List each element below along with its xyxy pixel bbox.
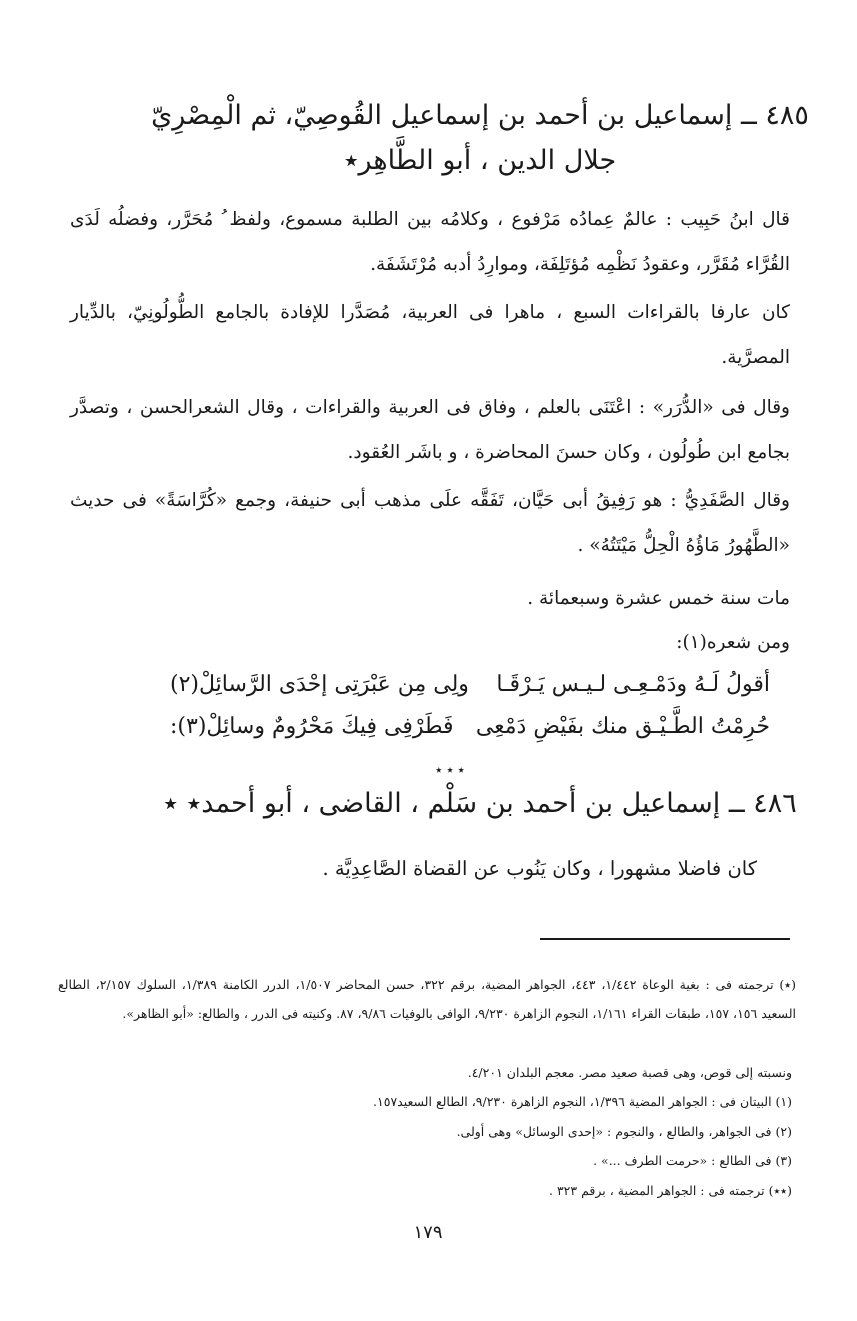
verse-2-first-half: حُرِمْتُ الطَّـيْـق منك بفَيْضِ دَمْعِى bbox=[475, 714, 770, 739]
entry-485-paragraph-4: وقال الصَّفَدِيُّ : هو رَفِيقُ أبى حَيَّان، تَفَقَّه علَى مذهب أبى حنيفة، وجمع «كُرَّاسَةً» فى حديث «الطَّهُورُ مَاؤُهُ الْحِلُّ مَيْتَتُهُ» . bbox=[70, 490, 790, 556]
footnote-1: (١) البيتان فى : الجواهر المضية ١/٣٩٦، النجوم الزاهرة ٩/٢٣٠، الطالع السعيد١٥٧. bbox=[373, 1094, 792, 1109]
entry-485-paragraph-1: قال ابنُ حَبِيب : عالمٌ عِمادُه مَرْفوع ، وكلامُه بين الطلبة مسموع، ولفظ ُ مُحَرَّر، وفضلُه لَدَى القُرَّاء مُقَرَّر، وعقودُ نَظْمِه مُؤتَلِفَة، وموارِدُ أدبه مُرْتَشَفَة. bbox=[70, 209, 790, 275]
footnote-sources-485: (٭) ترجمته فى : بغية الوعاة ١/٤٤٢، ٤٤٣، الجواهر المضية، برقم ٣٢٢، حسن المحاضر ١/٥٠٧، الدرر الكامنة ١/٣٨٩، السلوك ٢/١٥٧، الطالع السعيد ١٥٦، ١٥٧، طبقات القراء ١/١٦١، النجوم الزاهرة ٩/٢٣٠، الوافى بالوفيات ٩/٨٦، ٨٧. وكنيته فى الدرر ، والطالع: «أبو الظاهر». bbox=[58, 977, 796, 1021]
verse-1-second-half: ولِى مِن عَبْرَتِى إحْدَى الرَّسائِلْ(٢) bbox=[170, 672, 469, 697]
entry-485-paragraph-2: كان عارفا بالقراءات السبع ، ماهرا فى العربية، مُصَدَّرا للإفادة بالجامع الطُّولُونِيّ، بالدِّيار المصرَّية. bbox=[70, 302, 790, 368]
footnote-3: (٣) فى الطالع : «حرمت الطرف ...» . bbox=[593, 1153, 792, 1168]
footnote-rule bbox=[540, 938, 790, 940]
entry-486-heading: ٤٨٦ ــ إسماعيل بن أحمد بن سَلْم ، القاضى ، أبو أحمد٭ ٭ bbox=[163, 788, 797, 819]
death-date: مات سنة خمس عشرة وسبعمائة . bbox=[527, 588, 790, 609]
entry-485-subheading: جلال الدين ، أبو الطَّاهِر٭ bbox=[343, 145, 617, 176]
section-separator: ٭ ٭ ٭ bbox=[435, 763, 465, 778]
verse-2-second-half: فَطَرْفِى فِيكَ مَحْرُومٌ وسائِلْ(٣): bbox=[170, 714, 454, 739]
entry-485-paragraph-3: وقال فى «الدُّرَر» : اعْتَنَى بالعلم ، وفاق فى العربية والقراءات ، وقال الشعرالحسن ، وتصدَّر بجامع ابن طُولُون ، وكان حسنَ المحاضرة ، و باشَر العُقود. bbox=[70, 397, 790, 463]
page-number: ١٧٩ bbox=[413, 1222, 443, 1243]
poetry-intro: ومن شعره(١): bbox=[676, 632, 790, 653]
entry-486-text: كان فاضلا مشهورا ، وكان يَنُوب عن القضاة الصَّاعِدِيَّة . bbox=[322, 857, 757, 880]
footnote-sources-486: (٭٭) ترجمته فى : الجواهر المضية ، برقم ٣٢٣ . bbox=[549, 1183, 792, 1198]
footnote-nisba: ونسبته إلى قوص، وهى قصبة صعيد مصر. معجم البلدان ٤/٢٠١. bbox=[467, 1065, 792, 1080]
verse-1-first-half: أقولُ لَـهُ ودَمْـعِـى لـيـس يَـرْقَـا bbox=[496, 672, 770, 697]
footnote-2: (٢) فى الجواهر، والطالع ، والنجوم : «إحدى الوسائل» وهى أولى. bbox=[456, 1124, 792, 1139]
entry-485-heading: ٤٨٥ ــ إسماعيل بن أحمد بن إسماعيل القُوصِيّ، ثم الْمِصْرِيّ bbox=[151, 100, 809, 131]
